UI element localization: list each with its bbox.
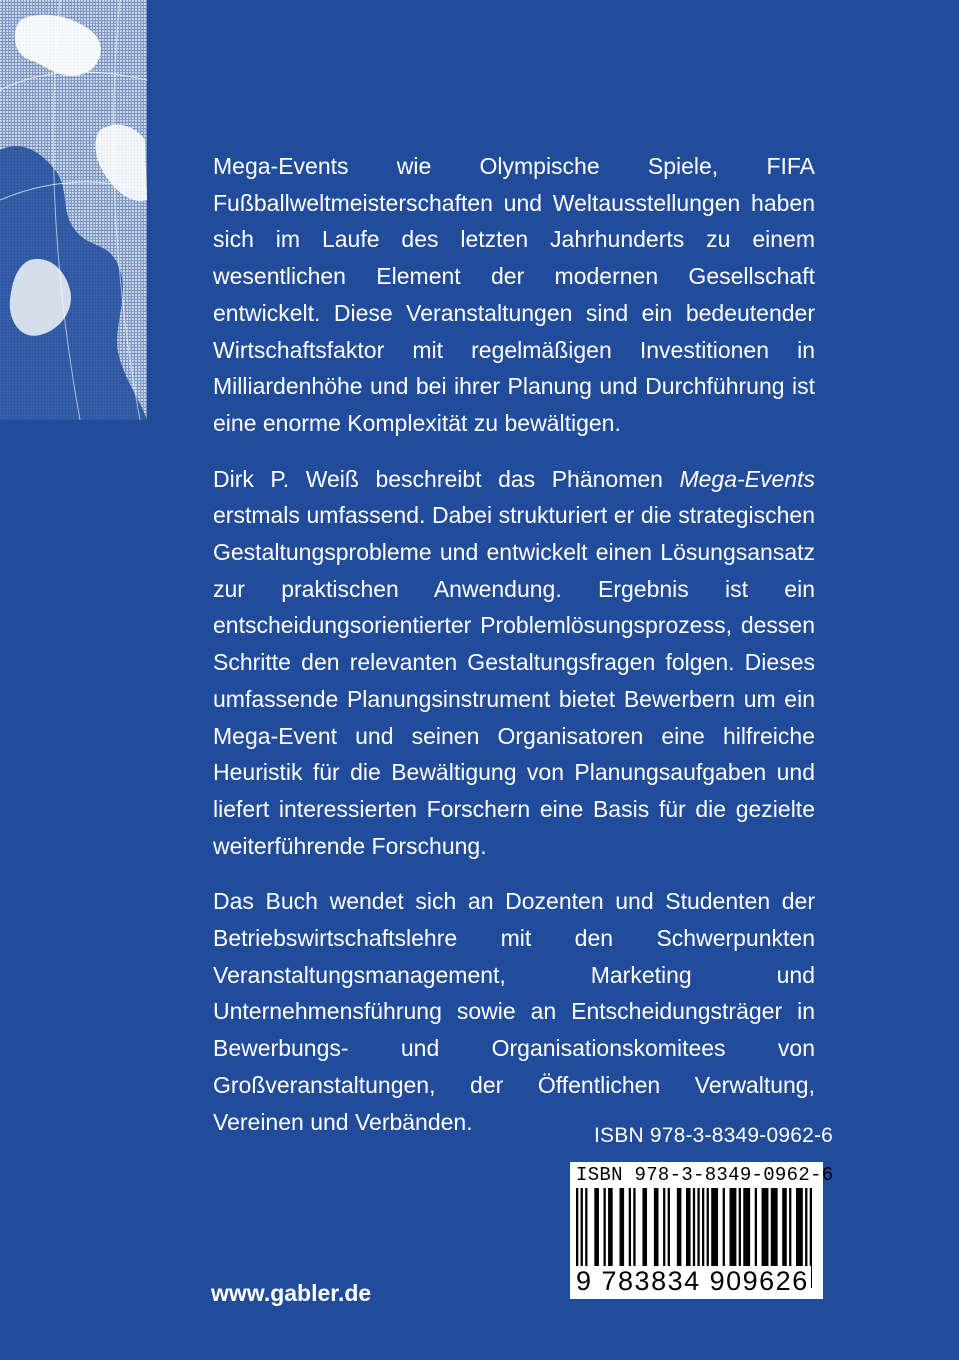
barcode-isbn-text: ISBN 978-3-8349-0962-6 [576, 1164, 834, 1186]
publisher-website: www.gabler.de [211, 1280, 372, 1306]
isbn-label: ISBN 978-3-8349-0962-6 [594, 1124, 834, 1147]
paragraph-author-rest: erstmals umfassend. Dabei strukturiert er die strategischen Gestaltungsprobleme und entwickelt einen Lösungsansatz zur praktischen Anwendung. Ergebnis ist ein entscheidungsorientierter Problemlösungsprozess, dessen Schritte den relevanten Gestaltungsfragen folgen. Dieses umfassende Planungsinstrument bietet Bewerbern um ein Mega-Event und seinen Organisatoren eine hilfreiche Heuristik für die Bewältigung von Planungsaufgaben und liefert interessierten Forschern eine Basis für die gezielte weiterführende Forschung. [213, 502, 815, 859]
paragraph-author [213, 461, 815, 865]
description-text [213, 148, 815, 1159]
paragraph-author-start: Dirk P. Weiß beschreibt das Phänomen [213, 465, 680, 492]
paragraph-intro: Mega-Events wie Olympische Spiele, FIFA Fußballweltmeisterschaften und Weltausstellungen haben sich im Laufe des letzten Jahrhunderts zu einem wesentlichen Element der modernen Gesellschaft entwickelt. Diese Veranstaltungen sind ein bedeutender Wirtschaftsfaktor mit regelmäßigen Investitionen in Milliardenhöhe und bei ihrer Planung und Durchführung ist eine enorme Komplexität zu bewältigen. [213, 153, 815, 436]
globe-illustration [0, 0, 147, 420]
globe-icon [0, 0, 147, 420]
paragraph-audience: Das Buch wendet sich an Dozenten und Studenten der Betriebswirtschaftslehre mit den Schwerpunkten Veranstaltungsmanagement, Marketing und Unternehmensführung sowie an Entscheidungsträger in Bewerbungs- und Organisationskomitees von Großveranstaltungen, der Öffentlichen Verwaltung, Vereinen und Verbänden. [213, 888, 815, 1135]
barcode [570, 1162, 834, 1299]
barcode-digits: 9 783834 909626 [576, 1266, 809, 1296]
paragraph-author-emphasis: Mega-Events [679, 465, 815, 492]
